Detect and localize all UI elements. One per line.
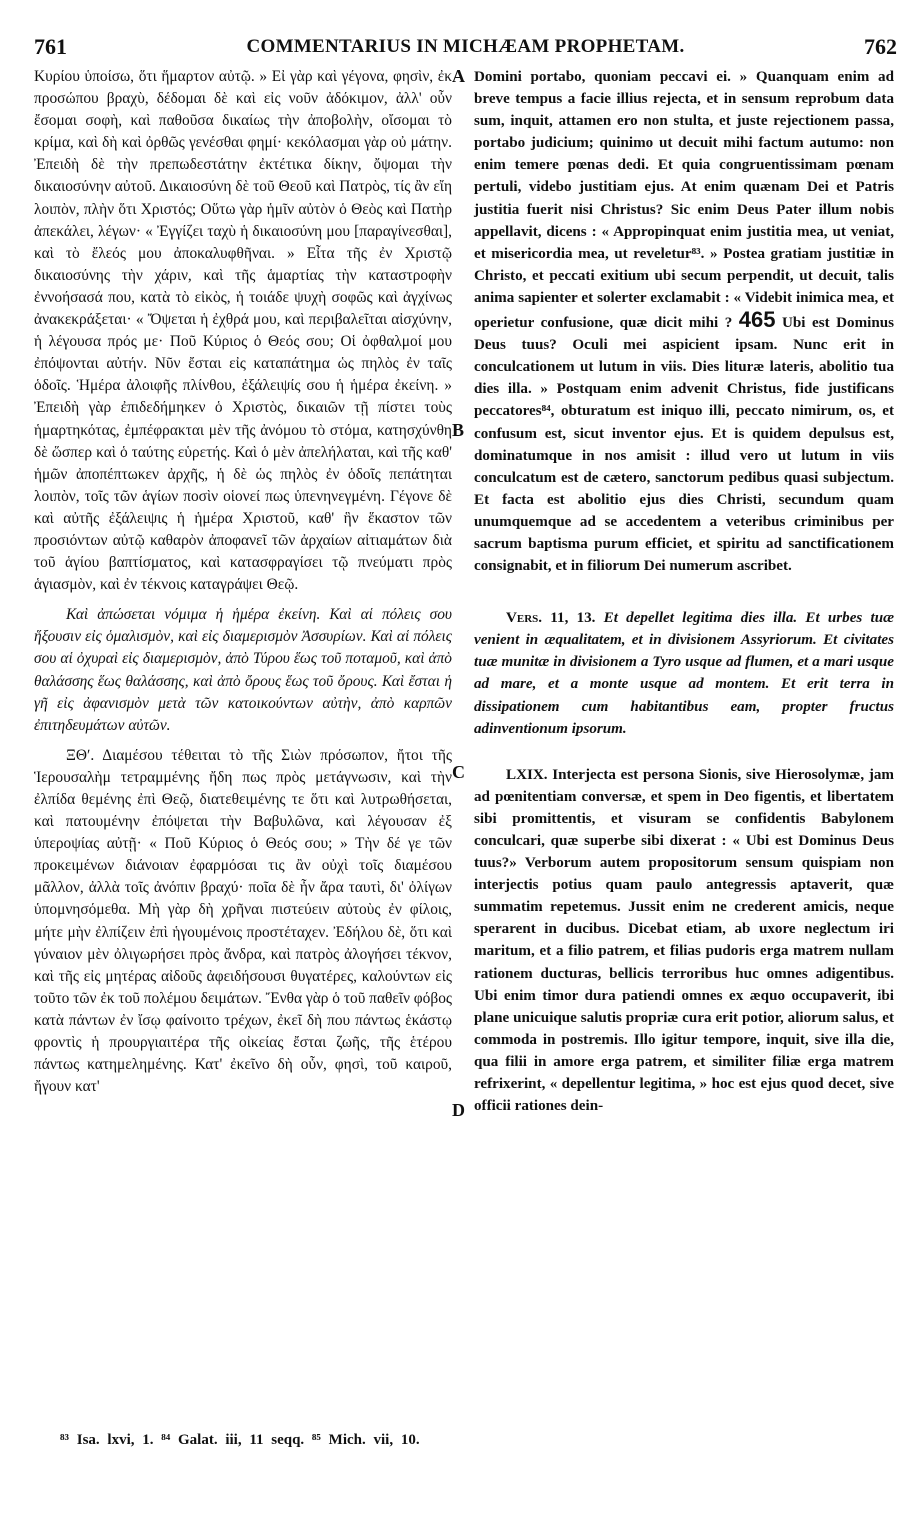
running-header: [34, 34, 897, 60]
latin-verse-text: Et depellet legitima dies illa. Et urbes tuæ venient in æqualitatem, et in divisionem Assyriorum. Et civitates tuæ munitæ in divisionem a Tyro usque ad flumen, et a mari usque ad mare, et a monte usque ad montem. Et erit terra in dissipationem cum habitantibus eam, propter fructus adinventionum ipsorum.: [474, 610, 894, 737]
column-marker-d: D: [452, 1100, 465, 1120]
footnotes: ⁸³ Isa. lxvi, 1. ⁸⁴ Galat. iii, 11 seqq. ⁸⁵ Mich. vii, 10.: [60, 1432, 420, 1448]
greek-paragraph-3: ΞΘʹ. Διαμέσου τέθειται τὸ τῆς Σιὼν πρόσωπον, ἤτοι τῆς Ἱερουσαλὴμ τετραμμένης ἤδη πως πρὸς μετάγνωσιν, καὶ τὴν ἐλπίδα θεμένης ἐπὶ Θεῷ, διατεθειμένης τε ὅτι καὶ λυτρωθήσεται, καὶ πατουμένην ἐπόψεται τὴν Βαβυλῶνα, καὶ λέγουσαν ἐξ ὑπεροψίας αὐτῇ· « Ποῦ Κύριος ὁ Θεός σου; » Τὴν δέ γε τῶν προκειμένων διάνοιαν ἐφαρμόσαι τις ἂν οὐχὶ τοῖς διαμέσου μᾶλλον, ἀλλὰ τοῖς ἀνόπιν βραχύ· ποῖα δὲ ἦν ἄρα ταυτὶ, δι' ὀλίγων ὑπομνησόμεθα. Μὴ γὰρ δὴ χρῆναι πιστεύειν αὐτοὺς ἐν φίλοις, μήτε μὴν ἐλπίζειν ἐπὶ ἡγουμένοις προστέταχεν. Ἐδήλου δὲ, ὅτι καὶ γύναιον μὲν ὀλιγωρήσει πρὸς ἄνδρα, καὶ πατρὸς ἀλογήσει τέκνον, καὶ τῆς εἰς μητέρας αἰδοῦς ἀφειδήσουσι θυγατέρες, καλούντων εἰς τοῦτο τῶν ἐκ τοῦ πολέμου δειμάτων. Ἔνθα γὰρ ὁ τοῦ παθεῖν φόβος κατὰ πάντων ἐν ἴσῳ φαίνοιτο τρέχων, ἐκεῖ δὴ που πάντως ἑκάστῳ φροντὶς ἡ προυργιαιτέρα τῆς οἰκείας ἔσται ζωῆς, τῆς ἑτέρου πάντως κατημελημένης. Κατ' ἐκεῖνο δὴ οὖν, φησὶ, τοῦ καιροῦ, ἤγουν κατ': [34, 746, 452, 1096]
latin-paragraph-1a: Domini portabo, quoniam peccavi ei. » Quanquam enim ad breve tempus a facie illius rejecta, et in sensum reprobum data sum, inquit, attamen ero non stulta, et juste rejectionem passa, portabo judicium; quinimo ut decuit mihi factum autumo: non enim temere pœnas dedi. Et quia congruentissimam pœnam pertuli, videbo justitiam ejus. At enim quænam Dei et Patris justitia fuerit nisi Christus? Sic enim Deus Pater illum nobis appellavit, dicens : « Appropinquat enim justitia mea, ut veniat, et misericordia mea, ut reveletur⁸³. » Postea gratiam justitiæ in Christo, et peccati exitium ubi secum perpendit, ut decuit, talis anima sapienter et solerter exclamabit : « Videbit inimica mea, et operietur confusione, quæ dicit mihi ?: [474, 69, 894, 332]
column-marker-b: B: [452, 420, 465, 440]
column-marker-c: C: [452, 762, 465, 782]
column-marker-a: A: [452, 66, 465, 86]
latin-verse-paragraph: [474, 607, 894, 740]
greek-column: [34, 66, 452, 1098]
greek-paragraph-1: Κυρίου ὑποίσω, ὅτι ἥμαρτον αὐτῷ. » Εἰ γὰρ καὶ γέγονα, φησὶν, ἐκ προσώπου βραχὺ, δέδομαι δὲ καὶ εἰς νοῦν ἀδόκιμον, ἀλλ' οὖν ἔσομαι σοφὴ, καὶ παθοῦσα δικαίως τὴν ἀποβολὴν, οἴσομαι τὸ κρίμα, καὶ δὴ καὶ ὀρθῶς γενέσθαι φημί· κεκόλασμαι γὰρ οὐ μάτην. Ἐπειδὴ δὲ τὴν πρεπωδεστάτην ἐκτέτικα δίκην, ὄψομαι τὴν δικαιοσύνην αὐτοῦ. Δικαιοσύνη δὲ τοῦ Θεοῦ καὶ Πατρὸς, τίς ἂν εἴη λοιπὸν, πλὴν ὅτι Χριστός; Οὕτω γὰρ ἡμῖν αὐτὸν ὁ Θεὸς καὶ Πατὴρ ἀπεκάλει, λέγων· « Ἐγγίζει ταχὺ ἡ δικαιοσύνη μου [παραγίνεσθαι], καὶ τὸ ἔλεός μου ἀποκαλυφθῆναι. » Εἶτα τῆς ἐν Χριστῷ δικαιοσύνης τὴν χάριν, καὶ τῆς ἁμαρτίας τὴν καταστροφὴν ἐννοήσασά που, κατὰ τὸ εἰκὸς, ἡ τοιάδε ψυχὴ σοφῶς καὶ ἀγχίνως ἀνακεκράξεται· « Ὄψεται ἡ ἐχθρά μου, καὶ περιβαλεῖται αἰσχύνην, ἡ λέγουσα πρός με· Ποῦ Κύριος ὁ Θεός σου; Οἱ ὀφθαλμοί μου ἐπόψονται αὐτήν. Νῦν ἔσται εἰς καταπάτημα ὡς πηλὸς ἐν ταῖς ὁδοῖς. Ἡμέρα ἀλοιφῆς πλίνθου, ἐξάλειψίς σου ἡ ἡμέρα ἐκείνη. » Ἐπειδὴ γὰρ ἐπιδεδήμηκεν ὁ Χριστὸς, δικαιῶν τῇ πίστει τοὺς ἡμαρτηκότας, ἐμπέφρακται μὲν τῆς ἀνόμου τὸ στόμα, κατησχύνθη δὲ ὥσπερ καὶ ὁ ταύτης εὑρετής. Καὶ ὁ μὲν ἀπελήλαται, καὶ τῆς καθ' ἡμῶν ἀποπέπτωκεν ἀρχῆς, ἡ δὲ ὡς πηλὸς ἐν ὁδοῖς πεπάτηται λοιπὸν, τοῖς τῶν ἁγίων ποσὶν οἱονεί πως ὑπενηνεγμένη. Γέγονε δὲ καὶ αὐτῆς ἐξάλειψις ἡ ἡμέρα Χριστοῦ, καθ' ἣν ἕκαστον τῶν προσιόντων αὐτῷ καθαρὸν ἀποφανεῖ τῶν ἀρχαίων αἰτιαμάτων διὰ τοῦ ἁγίου βαπτίσματος, καὶ κατασφραγίσει τῷ πνεύματι πρὸς ἁγιασμὸν, καὶ ἐν τέκνοις καταγράψει Θεῷ.: [34, 68, 452, 594]
running-title: COMMENTARIUS IN MICHÆAM PROPHETAM.: [246, 36, 685, 57]
latin-paragraph-1: [474, 66, 894, 577]
latin-column: [474, 66, 894, 1117]
latin-paragraph-1b: Ubi est Dominus Deus tuus? Oculi mei aspicient ipsam. Nunc erit in conculcationem ut lutum in viis. Dies lituræ lateris, abolitio tua dies illa. » Postquam enim advenit Christus, fide justificans peccatores⁸⁴, obturatum est iniquo illi, peccato nimirum, os, et confusum est, sicut inventor ejus. Et is quidem depulsus est, dominatumque in nos amisit : illud vero ut lutum in viis conculcatum est de cætero, sanctorum pedibus quasi subjectum. Et facta est abolitio ejus dies Christi, secundum quam unumquemque ad se accedentem a veteribus criminibus per sacrum baptisma purum efficiet, et spiritu ad sanctificationem consignabit, et in filiorum Dei numerum ascribet.: [474, 315, 894, 575]
latin-paragraph-3: LXIX. Interjecta est persona Sionis, sive Hierosolymæ, jam ad pœnitentiam conversæ, et spem in Deo figentis, et libertatem sibi promittentis, et visuram se confidentis Babylonem conculcari, quæ superbe sibi dixerat : « Ubi est Dominus Deus tuus?» Verborum autem propositorum sensum quispiam non interjectis potius quam paulo antegressis aptaverit, quæ summatim repetemus. Jussit enim ne crederent amicis, neque sperarent in ducibus. Dicebat etiam, ab uxore neglectum iri maritum, et a filio patrem, et filias pudoris erga matrem nullam rationem ducturas, bellicis terroribus huc omnes adigentibus. Ubi enim timor dura patiendi omnes ex æquo occupaverit, ibi plane unicuique salutis propriæ cura erit potior, aliorum salus, et commoda in postremis. Illo igitur tempore, inquit, sive illa die, qua filii in amore erga patrem, et similiter filiæ erga matrem refrixerint, « depellentur legitima, » hoc est ejus quod decet, sive officii rationes dein-: [474, 766, 894, 1115]
verse-label: Vers. 11, 13.: [506, 610, 596, 627]
greek-verse-text: Καὶ ἀπώσεται νόμιμα ἡ ἡμέρα ἐκείνη. Καὶ αἱ πόλεις σου ἥξουσιν εἰς ὁμαλισμὸν, καὶ εἰς διαμερισμὸν Ἀσσυρίων. Καὶ αἱ πόλεις σου αἱ ὀχυραὶ εἰς διαμερισμὸν, ἀπὸ Τύρου ἕως τοῦ ποταμοῦ, καὶ ἀπὸ θαλάσσης ἕως θαλάσσης, καὶ ἀπὸ ὄρους ἕως τοῦ ὄρους. Καὶ ἔσται ἡ γῆ εἰς ἀφανισμὸν μετὰ τῶν κατοικούντων αὐτὴν, ἀπὸ καρπῶν ἐπιτηδευμάτων αὐτῶν.: [34, 606, 452, 734]
page-number-left: 761: [34, 34, 67, 59]
page-number-right: 762: [864, 34, 897, 59]
column-number: 465: [738, 307, 776, 333]
